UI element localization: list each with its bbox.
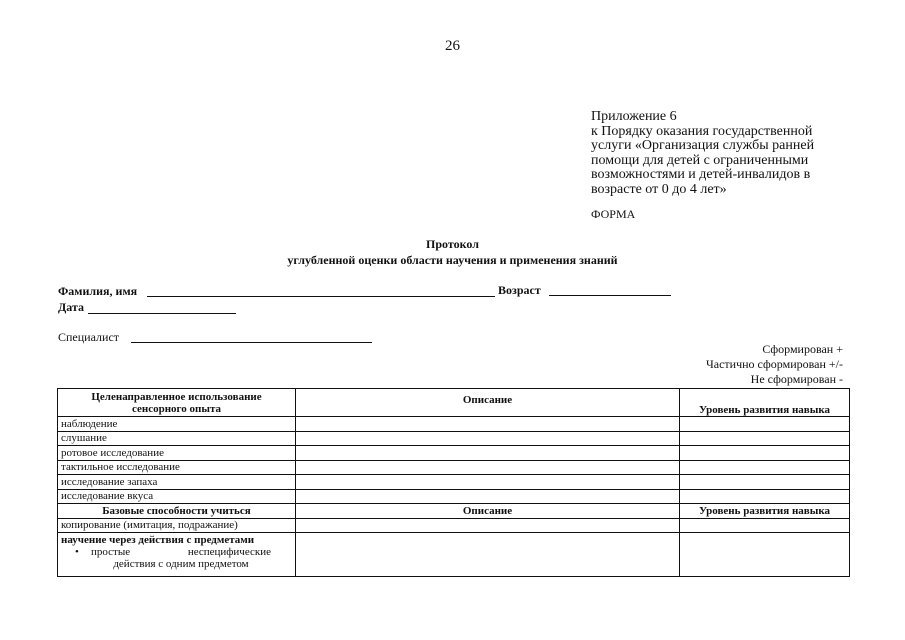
- header-sensory-line1: Целенаправленное использование: [91, 390, 262, 403]
- row-label: тактильное исследование: [58, 460, 296, 475]
- appendix-block: [591, 110, 851, 197]
- legend-formed: Сформирован +: [762, 342, 843, 356]
- page-number: 26: [445, 38, 460, 54]
- table-row: [58, 446, 850, 461]
- document-subtitle: углубленной оценки области научения и применения знаний: [287, 253, 618, 267]
- description-cell[interactable]: [296, 431, 680, 446]
- name-field[interactable]: [147, 296, 495, 297]
- age-label: Возраст: [498, 283, 541, 297]
- age-field[interactable]: [549, 295, 671, 296]
- protocol-table: [57, 388, 850, 577]
- table-row: [58, 417, 850, 432]
- date-label: Дата: [58, 300, 84, 314]
- row-label: [58, 533, 296, 577]
- description-cell[interactable]: [296, 533, 680, 577]
- legend-not-formed: Не сформирован -: [750, 372, 843, 386]
- level-cell[interactable]: [680, 533, 850, 577]
- row-label: слушание: [58, 431, 296, 446]
- legend-partial: Частично сформирован +/-: [705, 357, 843, 371]
- description-cell[interactable]: [296, 489, 680, 504]
- level-cell[interactable]: [680, 518, 850, 533]
- description-cell[interactable]: [296, 475, 680, 490]
- table-row: [58, 460, 850, 475]
- date-field[interactable]: [88, 313, 236, 314]
- row-label: исследование запаха: [58, 475, 296, 490]
- header-skill-level: Уровень развития навыка: [680, 389, 850, 417]
- description-cell[interactable]: [296, 446, 680, 461]
- header-sensory: [58, 389, 296, 417]
- level-cell[interactable]: [680, 489, 850, 504]
- header-sensory-line2: сенсорного опыта: [131, 402, 221, 415]
- specialist-label: Специалист: [58, 330, 120, 344]
- bullet-text-line2: действия с одним предметом: [113, 558, 249, 570]
- bullet-item: [61, 546, 292, 558]
- table-header-row: [58, 389, 850, 417]
- row-label: копирование (имитация, подражание): [58, 518, 296, 533]
- appendix-line: Приложение 6: [591, 109, 677, 124]
- table-row: [58, 431, 850, 446]
- table-section-header-row: [58, 504, 850, 519]
- table-row: [58, 518, 850, 533]
- appendix-line: к Порядку оказания государственной: [591, 123, 813, 139]
- table-row: [58, 533, 850, 577]
- appendix-line: возможностями и детей-инвалидов в: [591, 167, 811, 182]
- row-label: наблюдение: [58, 417, 296, 432]
- header-description: Описание: [296, 504, 680, 519]
- table-row: [58, 489, 850, 504]
- appendix-line: возрасте от 0 до 4 лет»: [591, 181, 727, 197]
- table-row: [58, 475, 850, 490]
- row-label: ротовое исследование: [58, 446, 296, 461]
- header-skill-level: Уровень развития навыка: [680, 504, 850, 519]
- description-cell[interactable]: [296, 417, 680, 432]
- level-cell[interactable]: [680, 475, 850, 490]
- bullet-icon: •: [75, 546, 79, 558]
- document-title: Протокол: [426, 237, 479, 251]
- appendix-line: услуги «Организация службы ранней: [591, 138, 815, 153]
- specialist-field[interactable]: [131, 342, 372, 343]
- level-cell[interactable]: [680, 446, 850, 461]
- level-cell[interactable]: [680, 431, 850, 446]
- form-label: ФОРМА: [591, 207, 636, 221]
- appendix-line: помощи для детей с ограниченными: [591, 152, 809, 168]
- row-title: научение через действия с предметами: [61, 534, 255, 546]
- header-learning-abilities: Базовые способности учиться: [58, 504, 296, 519]
- level-cell[interactable]: [680, 417, 850, 432]
- name-label: Фамилия, имя: [58, 284, 138, 298]
- description-cell[interactable]: [296, 460, 680, 475]
- header-description: Описание: [296, 389, 680, 417]
- row-label: исследование вкуса: [58, 489, 296, 504]
- bullet-text-line1: простые неспецифические: [91, 546, 271, 558]
- description-cell[interactable]: [296, 518, 680, 533]
- level-cell[interactable]: [680, 460, 850, 475]
